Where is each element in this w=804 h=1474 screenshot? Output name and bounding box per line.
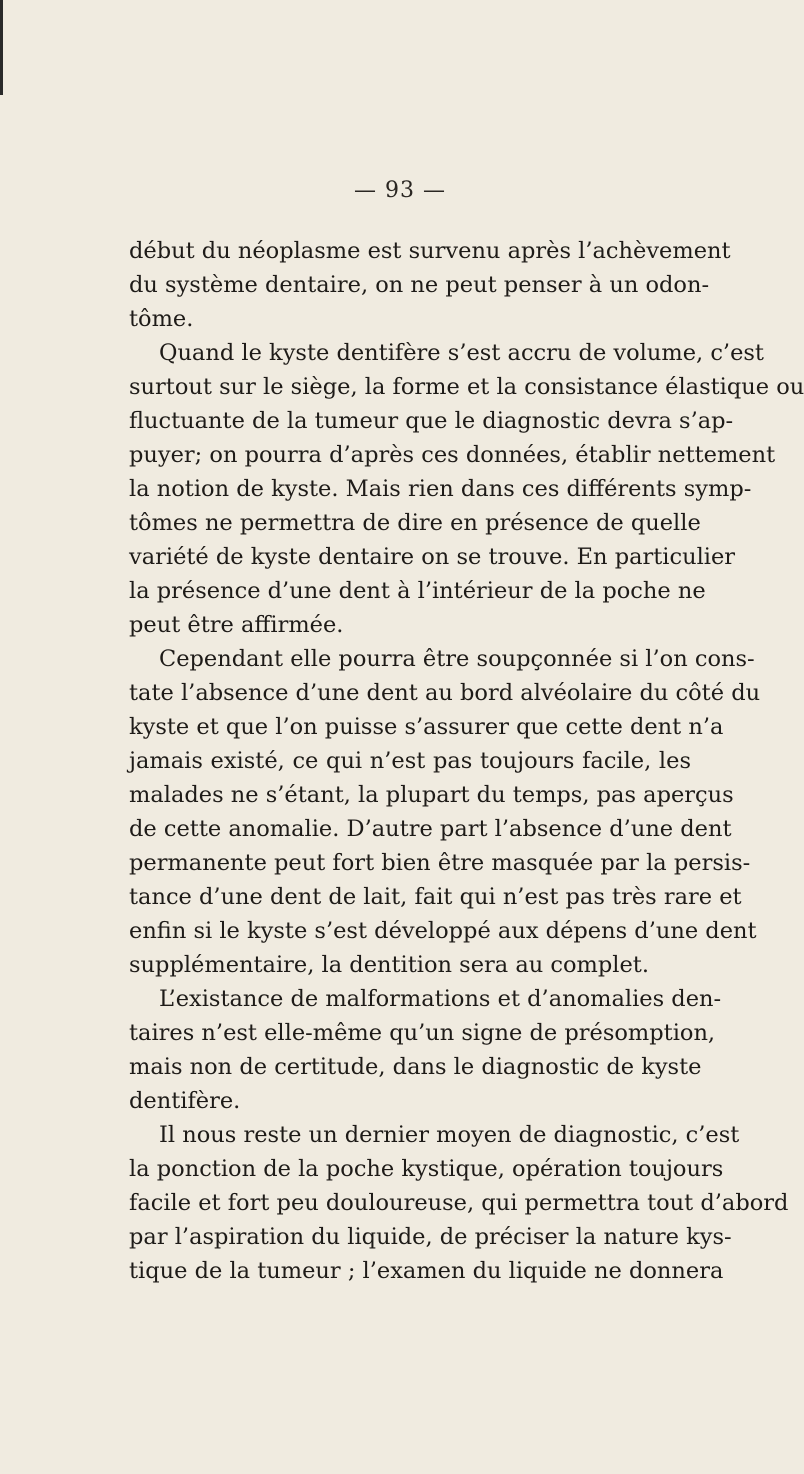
text-line: début du néoplasme est survenu après l’achèvement (129, 238, 731, 264)
text-line: supplémentaire, la dentition sera au complet. (129, 952, 649, 978)
text-line: Il nous reste un dernier moyen de diagnostic, c’est (159, 1122, 740, 1148)
text-line: jamais existé, ce qui n’est pas toujours facile, les (129, 748, 691, 774)
text-line: la notion de kyste. Mais rien dans ces différents symp- (129, 476, 752, 502)
text-line: tôme. (129, 306, 194, 332)
text-line: tate l’absence d’une dent au bord alvéolaire du côté du (129, 680, 761, 706)
text-line: tômes ne permettra de dire en présence de quelle (129, 510, 701, 536)
text-line: fluctuante de la tumeur que le diagnostic devra s’ap- (129, 408, 734, 434)
text-line: Cependant elle pourra être soupçonnée si l’on cons- (159, 646, 755, 672)
text-line: taires n’est elle-même qu’un signe de présomption, (129, 1020, 716, 1046)
text-line: variété de kyste dentaire on se trouve. En particulier (129, 544, 736, 570)
text-line: puyer; on pourra d’après ces données, établir nettement (129, 442, 776, 468)
text-line: enfin si le kyste s’est développé aux dépens d’une dent (129, 918, 757, 944)
text-line: permanente peut fort bien être masquée par la persis- (129, 850, 751, 876)
text-line: tique de la tumeur ; l’examen du liquide ne donnera (129, 1258, 724, 1284)
text-line: surtout sur le siège, la forme et la consistance élastique ou (129, 374, 804, 400)
text-line: peut être affirmée. (129, 612, 344, 638)
text-line: malades ne s’étant, la plupart du temps, pas aperçus (129, 782, 734, 808)
text-line: L’existance de malformations et d’anomalies den- (159, 986, 722, 1012)
page-binding-edge (0, 0, 3, 95)
text-line: la présence d’une dent à l’intérieur de la poche ne (129, 578, 706, 604)
text-line: la ponction de la poche kystique, opération toujours (129, 1156, 724, 1182)
text-line: tance d’une dent de lait, fait qui n’est pas très rare et (129, 884, 742, 910)
page-number: — 93 — (354, 178, 446, 203)
text-line: du système dentaire, on ne peut penser à un odon- (129, 272, 710, 298)
text-line: de cette anomalie. D’autre part l’absence d’une dent (129, 816, 732, 842)
text-line: dentifère. (129, 1088, 241, 1114)
text-line: kyste et que l’on puisse s’assurer que cette dent n’a (129, 714, 724, 740)
text-line: facile et fort peu douloureuse, qui permettra tout d’abord (129, 1190, 789, 1216)
text-line: Quand le kyste dentifère s’est accru de volume, c’est (159, 340, 764, 366)
text-line: par l’aspiration du liquide, de préciser la nature kys- (129, 1224, 732, 1250)
body-text (129, 234, 804, 1288)
text-line: mais non de certitude, dans le diagnostic de kyste (129, 1054, 702, 1080)
